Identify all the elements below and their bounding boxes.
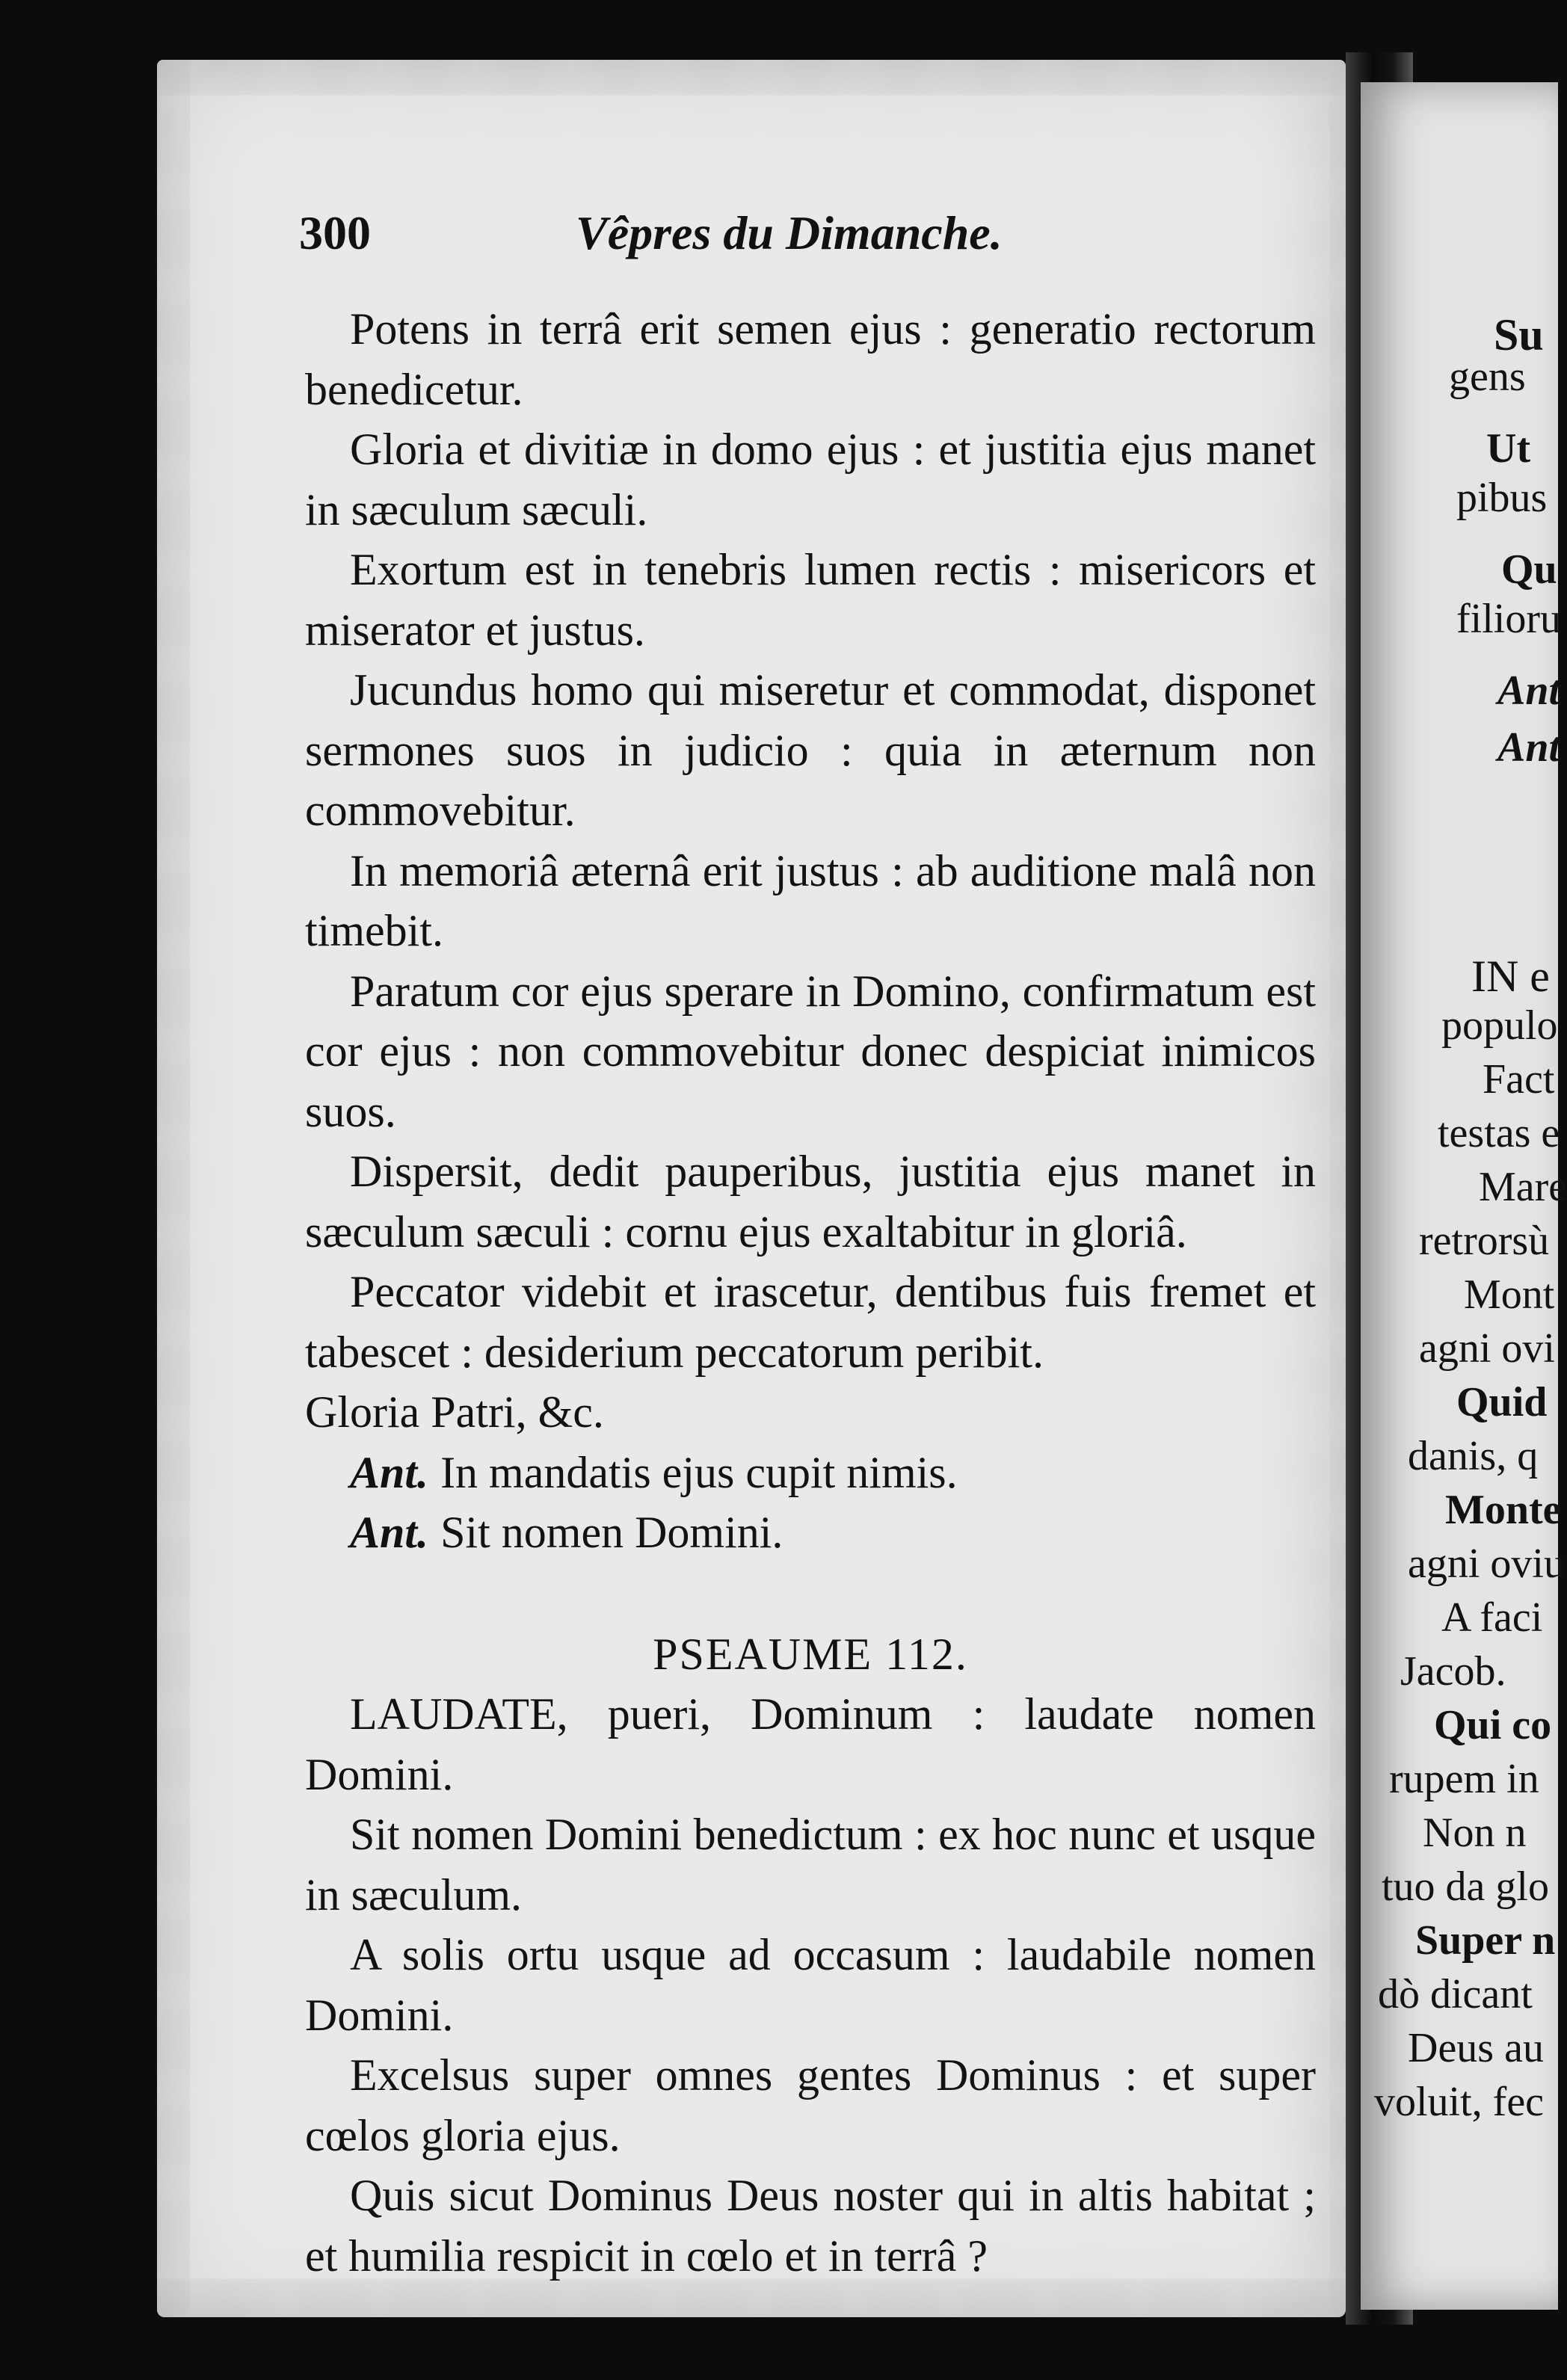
fragment-line: Su	[1494, 310, 1544, 360]
fragment-line: gens	[1449, 354, 1526, 400]
page-body	[305, 299, 1316, 2286]
fragment-line: voluit, fec	[1374, 2079, 1545, 2125]
page-number: 300	[299, 206, 371, 259]
antiphon	[305, 1502, 1316, 1563]
antiphon-label: Ant.	[350, 1508, 429, 1557]
fragment-line: Non n	[1423, 1810, 1527, 1856]
fragment-ant: Ant	[1497, 724, 1561, 771]
fragment-line: populo	[1441, 1002, 1558, 1049]
fragment-line: agni oviu	[1408, 1541, 1565, 1587]
fragment-line: filioru	[1456, 596, 1561, 642]
fragment-line: testas e	[1438, 1110, 1560, 1156]
fragment-line: Fact	[1483, 1056, 1555, 1103]
fragment-line: IN e	[1471, 952, 1550, 1001]
fragment-line: pibus	[1456, 475, 1548, 521]
psalm-verse: Excelsus super omnes gentes Dominus : et super cœlos gloria ejus.	[305, 2050, 1316, 2160]
antiphon-text: In mandatis ejus cupit nimis.	[440, 1447, 958, 1497]
fragment-line: tuo da glo	[1382, 1863, 1549, 1910]
psalm-verse: Sit nomen Domini benedictum : ex hoc nunc et usque in sæculum.	[305, 1810, 1316, 1920]
psalm-verse: LAUDATE, pueri, Dominum : laudate nomen Domini.	[305, 1689, 1316, 1799]
fragment-line: Mare	[1479, 1164, 1567, 1210]
fragment-line: Super n	[1415, 1917, 1556, 1964]
running-title: Vêpres du Dimanche.	[576, 206, 1003, 259]
fragment-line: dò dicant	[1378, 1971, 1533, 2017]
verse-paragraph: Dispersit, dedit pauperibus, justitia ejus manet in sæculum sæculi : cornu ejus exaltabitur in gloriâ.	[305, 1147, 1316, 1257]
fragment-line: A faci	[1441, 1594, 1543, 1641]
fragment-line: Ut	[1486, 425, 1531, 472]
fragment-line: retrorsù	[1419, 1218, 1550, 1264]
antiphon-text: Sit nomen Domini.	[440, 1508, 784, 1557]
fragment-ant: Ant	[1497, 668, 1561, 714]
antiphon	[305, 1443, 1316, 1503]
verse-paragraph: Peccator videbit et irascetur, dentibus fuis fremet et tabescet : desiderium peccatorum peribit.	[305, 1267, 1316, 1377]
fragment-line: Jacob.	[1400, 1648, 1506, 1695]
fragment-line: Qui co	[1434, 1702, 1552, 1748]
fragment-line: Mont	[1464, 1271, 1555, 1318]
psalm-verse: A solis ortu usque ad occasum : laudabile nomen Domini.	[305, 1930, 1316, 2040]
gloria-line: Gloria Patri, &c.	[305, 1387, 604, 1437]
antiphon-label: Ant.	[350, 1447, 429, 1497]
psalm-title: PSEAUME 112.	[653, 1629, 968, 1679]
verse-paragraph: Jucundus homo qui miseretur et commodat, disponet sermones suos in judicio : quia in æternum non commovebitur.	[305, 665, 1316, 835]
right-page-fragments	[1374, 299, 1567, 2138]
verse-paragraph: Exortum est in tenebris lumen rectis : misericors et miserator et justus.	[305, 545, 1316, 655]
fragment-line: Deus au	[1408, 2025, 1544, 2071]
page-header	[299, 206, 1316, 273]
fragment-line: Monte	[1445, 1487, 1562, 1533]
verse-paragraph: In memoriâ æternâ erit justus : ab auditione malâ non timebit.	[305, 845, 1316, 955]
verse-paragraph: Paratum cor ejus sperare in Domino, confirmatum est cor ejus : non commovebitur donec despiciat inimicos suos.	[305, 966, 1316, 1136]
psalm-verse: Quis sicut Dominus Deus noster qui in altis habitat ; et humilia respicit in cœlo et in terrâ ?	[305, 2171, 1316, 2281]
fragment-line: Qu	[1501, 546, 1557, 593]
fragment-line: rupem in	[1389, 1756, 1539, 1802]
verse-paragraph: Gloria et divitiæ in domo ejus : et justitia ejus manet in sæculum sæculi.	[305, 425, 1316, 534]
fragment-line: Quid	[1456, 1379, 1548, 1425]
fragment-line: danis, q	[1408, 1433, 1539, 1479]
fragment-line: agni ovi	[1419, 1325, 1555, 1372]
verse-paragraph: Potens in terrâ erit semen ejus : generatio rectorum benedicetur.	[305, 304, 1316, 414]
